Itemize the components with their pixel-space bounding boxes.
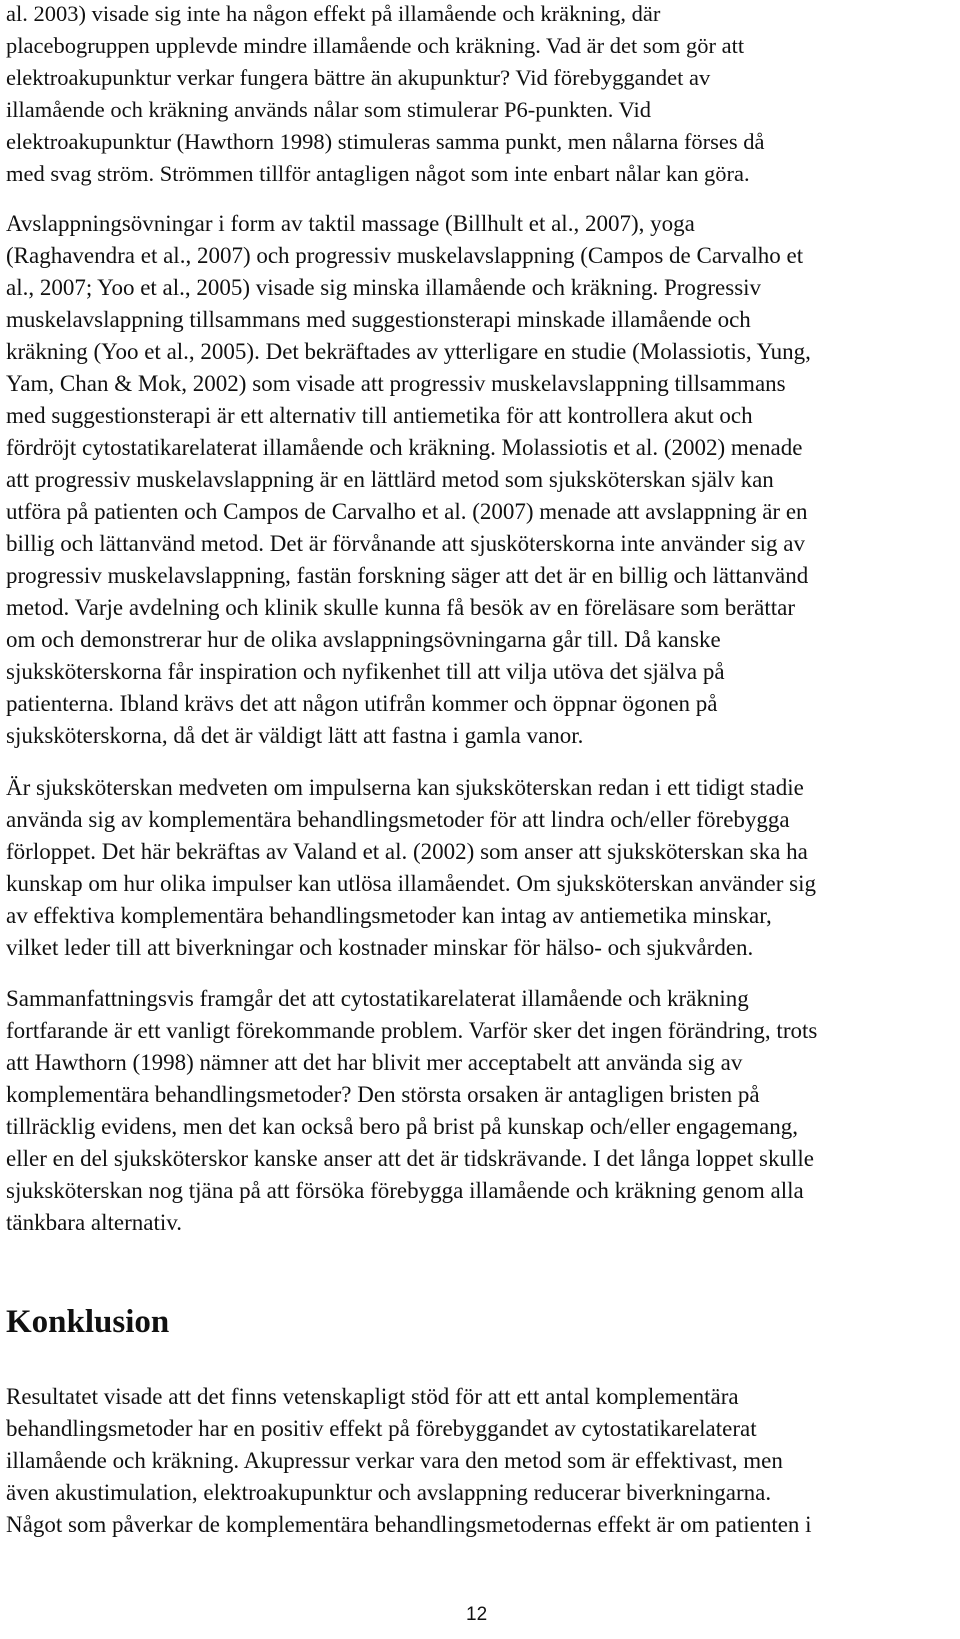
text-line: sjuksköterskorna får inspiration och nyfikenhet till att vilja utöva det själva på [6, 659, 725, 684]
text-line: Resultatet visade att det finns vetenskapligt stöd för att ett antal komplementära [6, 1384, 739, 1409]
text-line: Är sjuksköterskan medveten om impulserna kan sjuksköterskan redan i ett tidigt stadie [6, 775, 804, 800]
text-line: al. 2003) visade sig inte ha någon effekt på illamående och kräkning, där [6, 1, 661, 26]
text-line: vilket leder till att biverkningar och kostnader minskar för hälso- och sjukvården. [6, 935, 754, 960]
text-line: även akustimulation, elektroakupunktur och avslappning reducerar biverkningarna. [6, 1480, 772, 1505]
text-line: muskelavslappning tillsammans med suggestionsterapi minskade illamående och [6, 307, 751, 332]
text-line: sjuksköterskorna, då det är väldigt lätt att fastna i gamla vanor. [6, 723, 584, 748]
text-line: Något som påverkar de komplementära behandlingsmetodernas effekt är om patienten i [6, 1512, 812, 1537]
text-line: elektroakupunktur (Hawthorn 1998) stimuleras samma punkt, men nålarna förses då [6, 129, 765, 154]
text-line: billig och lättanvänd metod. Det är förvånande att sjusköterskorna inte använder sig av [6, 531, 806, 556]
text-line: eller en del sjuksköterskor kanske anser att det är tidskrävande. I det långa loppet skulle [6, 1146, 814, 1171]
text-line: Sammanfattningsvis framgår det att cytostatikarelaterat illamående och kräkning [6, 986, 749, 1011]
text-line: om och demonstrerar hur de olika avslappningsövningarna går till. Då kanske [6, 627, 721, 652]
text-line: patienterna. Ibland krävs det att någon utifrån kommer och öppnar ögonen på [6, 691, 718, 716]
text-line: placebogruppen upplevde mindre illamående och kräkning. Vad är det som gör att [6, 33, 745, 58]
text-line: metod. Varje avdelning och klinik skulle kunna få besök av en föreläsare som berättar [6, 595, 795, 620]
page-number: 12 [466, 1604, 488, 1625]
text-line: med svag ström. Strömmen tillför antagligen något som inte enbart nålar kan göra. [6, 161, 750, 186]
text-line: illamående och kräkning. Akupressur verkar vara den metod som är effektivast, men [6, 1448, 783, 1473]
text-line: (Raghavendra et al., 2007) och progressiv muskelavslappning (Campos de Carvalho et [6, 243, 804, 268]
text-line: sjuksköterskan nog tjäna på att försöka förebygga illamående och kräkning genom alla [6, 1178, 804, 1203]
text-line: Yam, Chan & Mok, 2002) som visade att progressiv muskelavslappning tillsammans [6, 371, 786, 396]
text-line: tänkbara alternativ. [6, 1210, 183, 1235]
text-line: al., 2007; Yoo et al., 2005) visade sig minska illamående och kräkning. Progressiv [6, 275, 762, 300]
text-line: fördröjt cytostatikarelaterat illamående och kräkning. Molassiotis et al. (2002) menade [6, 435, 803, 460]
text-line: utföra på patienten och Campos de Carvalho et al. (2007) menade att avslappning är en [6, 499, 808, 524]
section-heading: Konklusion [6, 1304, 170, 1340]
text-line: förloppet. Det här bekräftas av Valand et al. (2002) som anser att sjuksköterskan ska ha [6, 839, 808, 864]
text-line: progressiv muskelavslappning, fastän forskning säger att det är en billig och lättanvänd [6, 563, 809, 588]
text-line: med suggestionsterapi är ett alternativ till antiemetika för att kontrollera akut och [6, 403, 753, 428]
document-page [6, 0, 950, 1639]
text-line: behandlingsmetoder har en positiv effekt på förebyggandet av cytostatikarelaterat [6, 1416, 757, 1441]
text-line: att Hawthorn (1998) nämner att det har blivit mer acceptabelt att använda sig av [6, 1050, 743, 1075]
text-line: fortfarande är ett vanligt förekommande problem. Varför sker det ingen förändring, trots [6, 1018, 818, 1043]
text-line: av effektiva komplementära behandlingsmetoder kan intag av antiemetika minskar, [6, 903, 772, 928]
text-line: elektroakupunktur verkar fungera bättre än akupunktur? Vid förebyggandet av [6, 65, 711, 90]
text-line: kunskap om hur olika impulser kan utlösa illamåendet. Om sjuksköterskan använder sig [6, 871, 816, 896]
text-line: att progressiv muskelavslappning är en lättlärd metod som sjuksköterskan själv kan [6, 467, 774, 492]
text-line: komplementära behandlingsmetoder? Den största orsaken är antagligen bristen på [6, 1082, 760, 1107]
text-line: kräkning (Yoo et al., 2005). Det bekräftades av ytterligare en studie (Molassiotis, Yung, [6, 339, 811, 364]
text-line: tillräcklig evidens, men det kan också bero på brist på kunskap och/eller engagemang, [6, 1114, 798, 1139]
text-line: använda sig av komplementära behandlingsmetoder för att lindra och/eller förebygga [6, 807, 790, 832]
text-line: Avslappningsövningar i form av taktil massage (Billhult et al., 2007), yoga [6, 211, 695, 236]
text-line: illamående och kräkning används nålar som stimulerar P6-punkten. Vid [6, 97, 651, 122]
